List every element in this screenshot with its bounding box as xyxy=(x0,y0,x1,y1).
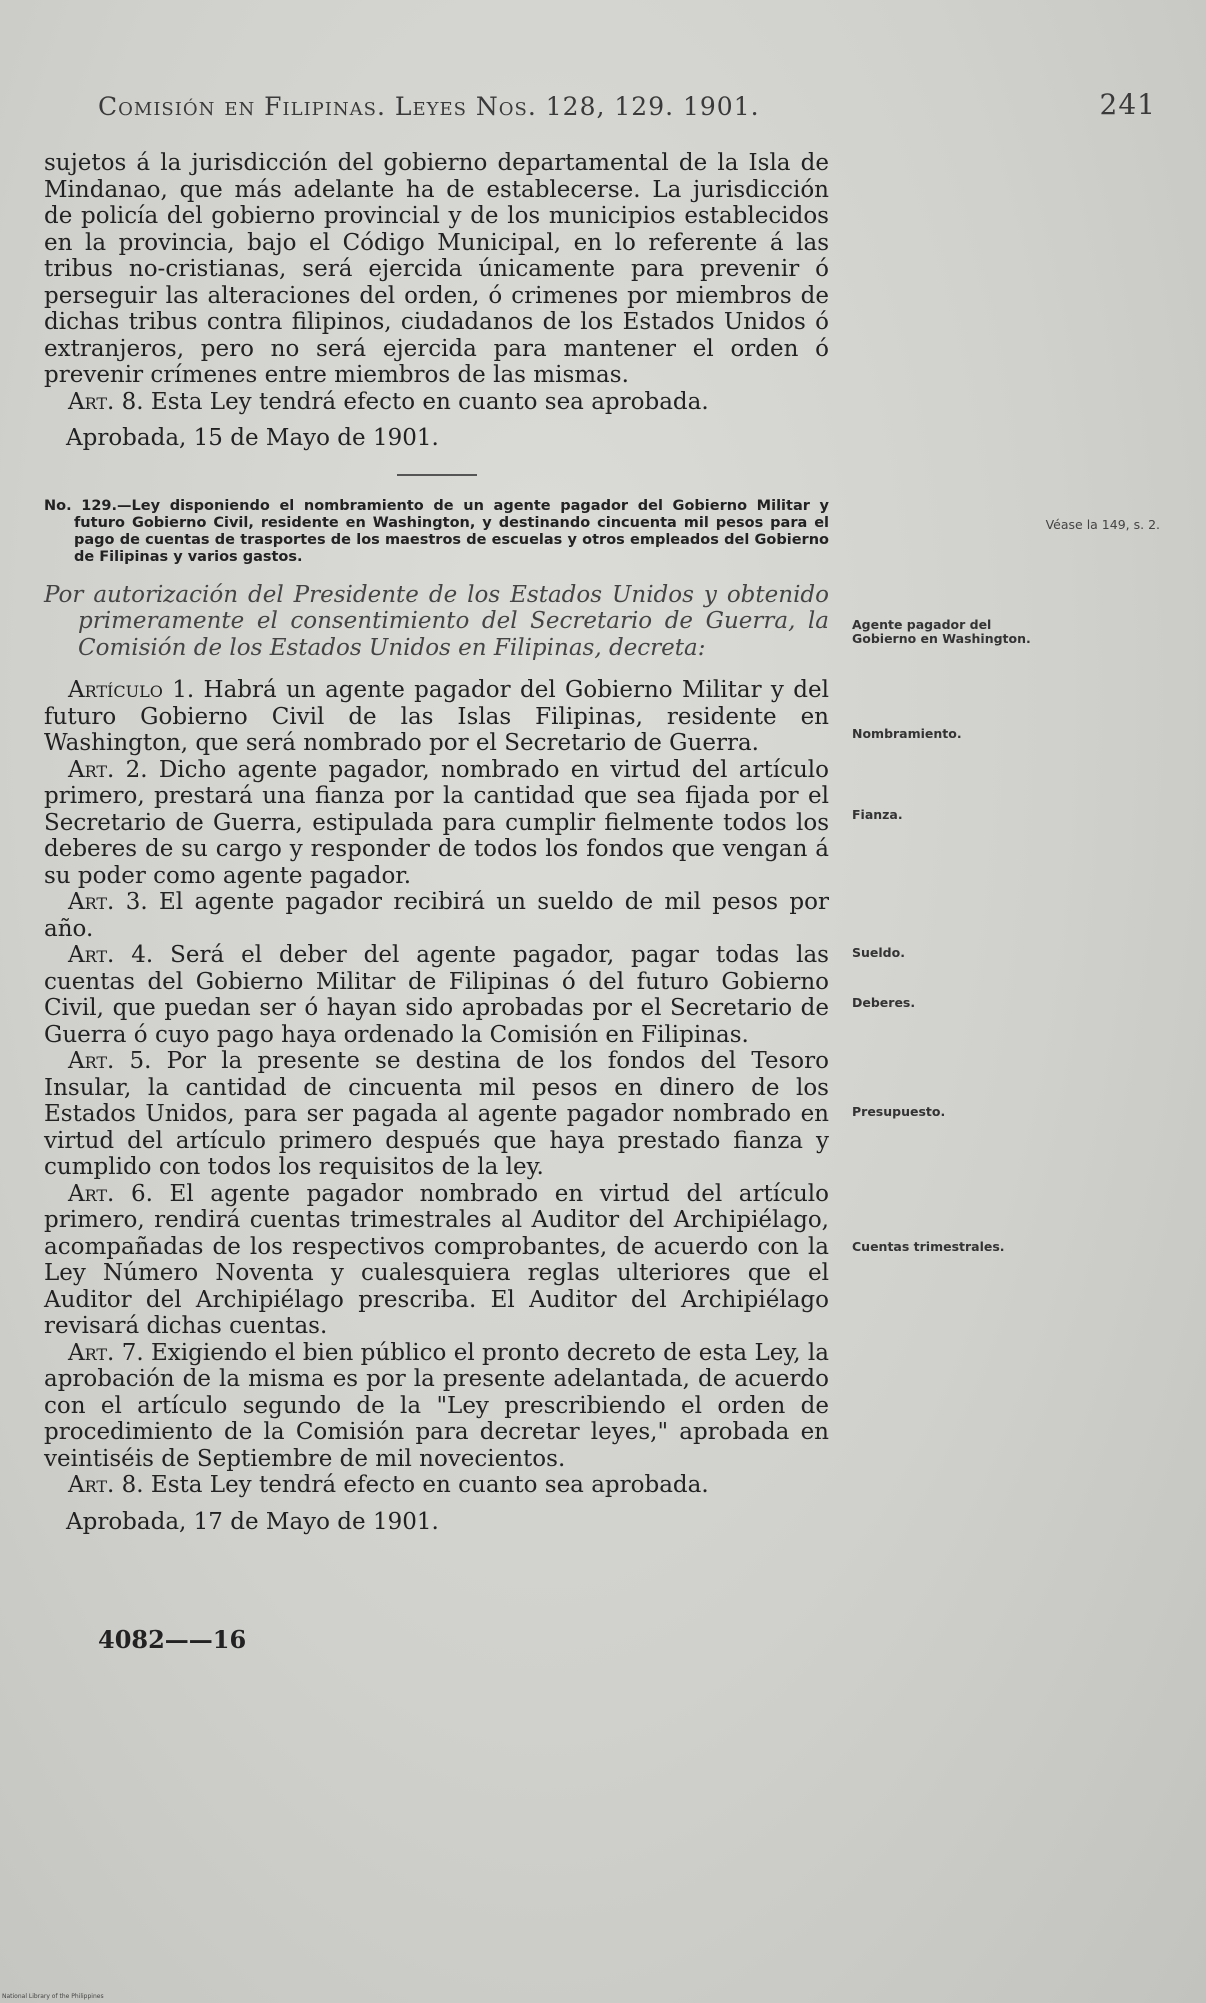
page-number: 241 xyxy=(1099,88,1156,121)
article-6 xyxy=(44,1181,829,1340)
article-text: Dicho agente pagador, nombrado en virtud del artículo primero, prestará una fianza por la cantidad que sea fijada por el Secretario de Guerra, estipulada para cumplir fielmente todos los deberes de su cargo y responder de todos los fondos que vengan á su poder como agente pagador. xyxy=(44,756,830,889)
margin-note-salary: Sueldo. xyxy=(852,945,905,960)
scan-credit: National Library of the Philippines xyxy=(2,1993,104,2000)
article-text: El agente pagador nombrado en virtud del artículo primero, rendirá cuentas trimestrales al Auditor del Archipiélago, acompañadas de los respectivos comprobantes, de acuerdo con la Ley Número Noventa y cualesquiera reglas ulteriores que el Auditor del Archipiélago prescriba. El Auditor del Archipiélago revisará dichas cuentas. xyxy=(44,1180,829,1339)
article-5 xyxy=(44,1048,829,1181)
approval-date-128: Aprobada, 15 de Mayo de 1901. xyxy=(66,425,439,451)
margin-note-duties: Deberes. xyxy=(852,995,916,1010)
article-label: Art. 3. xyxy=(68,889,148,915)
article-label: Art. 6. xyxy=(68,1180,153,1207)
section-divider xyxy=(397,474,477,476)
article-label: Art. 5. xyxy=(68,1048,152,1074)
continuation-article-8 xyxy=(44,389,829,416)
article-text: El agente pagador recibirá un sueldo de mil pesos por año. xyxy=(44,889,829,942)
article-8 xyxy=(44,1472,829,1499)
law-129-title: No. 129.—Ley disponiendo el nombramiento de un agente pagador del Gobierno Militar y futuro Gobierno Civil, residente en Washington, y destinando cincuenta mil pesos para el pago de cuentas de trasportes de los maestros de escuelas y otros empleados del Gobierno de Filipinas y varios gastos. xyxy=(44,497,829,565)
margin-note-bond: Fianza. xyxy=(852,807,903,822)
article-text: Será el deber del agente pagador, pagar todas las cuentas del Gobierno Militar de Filipinas ó del futuro Gobierno Civil, que puedan ser ó hayan sido aprobadas por el Secretario de Guerra ó cuyo pago haya ordenado la Comisión en Filipinas. xyxy=(44,942,829,1048)
article-label: Art. 8. xyxy=(68,388,144,415)
article-1 xyxy=(44,677,829,757)
margin-reference: Véase la 149, s. 2. xyxy=(1045,517,1160,532)
law-129-preamble: Por autorización del Presidente de los Estados Unidos y obtenido primeramente el consentimiento del Secretario de Guerra, la Comisión de los Estados Unidos en Filipinas, decreta: xyxy=(44,581,829,661)
continuation-paragraph: sujetos á la jurisdicción del gobierno departamental de la Isla de Mindanao, que más adelante ha de establecerse. La jurisdicción de policía del gobierno provincial y de los municipios establecidos en la provincia, bajo el Código Municipal, en lo referente á las tribus no-cristianas, será ejercida únicamente para prevenir ó perseguir las alteraciones del orden, ó crimenes por miembros de dichas tribus contra filipinos, ciudadanos de los Estados Unidos ó extranjeros, pero no será ejercida para mantener el orden ó prevenir crímenes entre miembros de las mismas. xyxy=(44,150,829,388)
margin-note-budget: Presupuesto. xyxy=(852,1104,946,1119)
article-text: Por la presente se destina de los fondos del Tesoro Insular, la cantidad de cincuenta mil pesos en dinero de los Estados Unidos, para ser pagada al agente pagador nombrado en virtud del artículo primero después que haya prestado fianza y cumplido con todos los requisitos de la ley. xyxy=(44,1048,829,1180)
running-header: Comisión en Filipinas. Leyes Nos. 128, 129. 1901. xyxy=(98,92,760,121)
printer-signature: 4082——16 xyxy=(98,1625,247,1654)
margin-note-agent: Agente pagador del Gobierno en Washington. xyxy=(852,617,1031,646)
article-7 xyxy=(44,1340,829,1473)
article-4 xyxy=(44,942,829,1048)
article-2 xyxy=(44,757,829,890)
article-3 xyxy=(44,889,829,942)
approval-date-129: Aprobada, 17 de Mayo de 1901. xyxy=(66,1508,439,1535)
margin-note-accounts: Cuentas trimestrales. xyxy=(852,1239,1005,1254)
article-label: Art. 7. xyxy=(68,1339,144,1366)
article-text: Esta Ley tendrá efecto en cuanto sea aprobada. xyxy=(143,388,709,415)
article-label: Art. 8. xyxy=(68,1472,144,1498)
article-text: Habrá un agente pagador del Gobierno Militar y del futuro Gobierno Civil de las Islas Filipinas, residente en Washington, que será nombrado por el Secretario de Guerra. xyxy=(44,677,829,756)
margin-note-appointment: Nombramiento. xyxy=(852,726,962,741)
article-label: Art. 4. xyxy=(68,942,154,968)
article-text: Esta Ley tendrá efecto en cuanto sea aprobada. xyxy=(143,1472,709,1498)
text-column xyxy=(44,150,829,1535)
article-text: Exigiendo el bien público el pronto decreto de esta Ley, la aprobación de la misma es por la presente adelantada, de acuerdo con el artículo segundo de la "Ley prescribiendo el orden de procedimiento de la Comisión para decretar leyes," aprobada en veintiséis de Septiembre de mil novecientos. xyxy=(44,1339,829,1472)
article-label: Art. 2. xyxy=(68,756,148,783)
article-label: Artículo 1. xyxy=(68,677,195,703)
